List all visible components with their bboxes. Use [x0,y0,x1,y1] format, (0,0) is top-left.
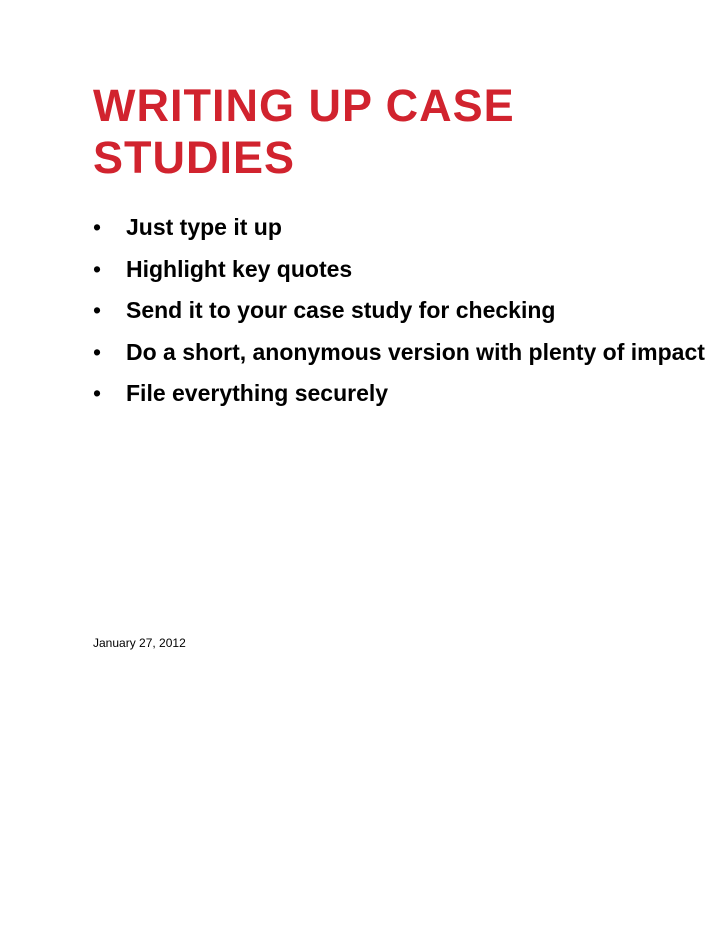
slide-title: WRITING UP CASE STUDIES [93,80,515,183]
bullet-text: Send it to your case study for checking [126,297,556,323]
bullet-item [93,290,705,332]
bullet-icon: • [93,297,102,323]
bullet-item [93,207,705,249]
bullet-item [93,373,705,415]
bullet-icon: • [93,214,102,240]
bullet-text: Highlight key quotes [126,255,353,282]
bullet-icon: • [93,255,102,282]
bullet-text: Just type it up [126,214,282,240]
bullet-item [93,332,705,374]
bullet-list [93,207,705,415]
bullet-icon: • [93,338,102,365]
bullet-icon: • [93,380,102,406]
bullet-text: File everything securely [126,380,389,406]
bullet-item [93,249,705,291]
footer-date: January 27, 2012 [93,636,186,650]
bullet-text: Do a short, anonymous version with plenty of impact [126,338,705,365]
